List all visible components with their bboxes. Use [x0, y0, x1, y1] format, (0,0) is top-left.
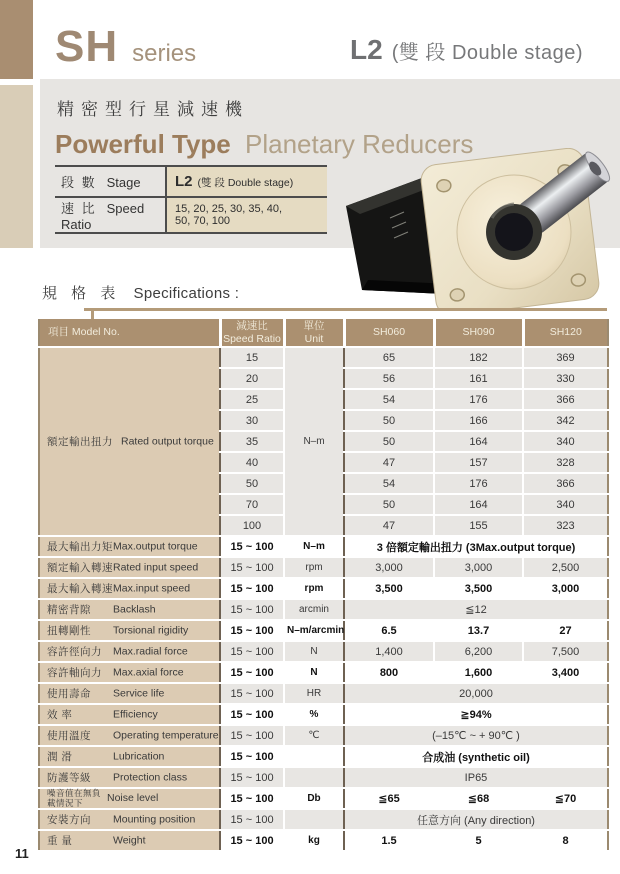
- spec-label-cn: 重 量: [47, 835, 73, 847]
- torque-value: 164: [434, 494, 523, 515]
- spec-ratio: 15 ~ 100: [220, 578, 284, 599]
- spec-row-label: [39, 641, 220, 662]
- spec-label-en: Lubrication: [113, 750, 165, 763]
- torque-ratio: 30: [220, 410, 284, 431]
- spec-label-en: Backlash: [113, 603, 156, 616]
- spec-value: 3,500: [434, 578, 523, 599]
- spec-unit: rpm: [284, 557, 344, 578]
- speed-ratio-label: [55, 198, 165, 232]
- torque-value: 161: [434, 368, 523, 389]
- spec-row-label: [39, 725, 220, 746]
- spec-value: ≦68: [434, 788, 523, 809]
- stage-value-code: L2: [175, 173, 193, 190]
- torque-value: 176: [434, 389, 523, 410]
- col-header-ratio-en: Speed Ratio: [223, 332, 281, 345]
- spec-row: [39, 662, 608, 683]
- spec-row: [39, 830, 608, 851]
- spec-row: [39, 599, 608, 620]
- spec-value-span: 任意方向 (Any direction): [344, 809, 608, 830]
- stage-ratio-table: [55, 165, 327, 234]
- heading-underline: [84, 308, 607, 311]
- spec-unit: %: [284, 704, 344, 725]
- spec-unit: [284, 809, 344, 830]
- spec-row: [39, 767, 608, 788]
- spec-value-span: ≧94%: [344, 704, 608, 725]
- torque-value: 182: [434, 347, 523, 368]
- stage-row: [55, 167, 327, 198]
- spec-ratio: 15 ~ 100: [220, 599, 284, 620]
- spec-value-span: 20,000: [344, 683, 608, 704]
- torque-value: 50: [344, 431, 434, 452]
- col-header-sh090: SH090: [434, 319, 523, 347]
- stage-title: [350, 34, 583, 66]
- corner-block-dark: [0, 0, 33, 79]
- torque-ratio: 40: [220, 452, 284, 473]
- spec-value: 1,600: [434, 662, 523, 683]
- spec-ratio: 15 ~ 100: [220, 725, 284, 746]
- torque-value: 54: [344, 389, 434, 410]
- spec-label-cn: 使用溫度: [47, 730, 91, 742]
- spec-label-en: Efficiency: [113, 708, 158, 721]
- spec-row-label: [39, 809, 220, 830]
- torque-value: 50: [344, 494, 434, 515]
- stage-code: L2: [350, 34, 383, 65]
- spec-unit: N–m: [284, 536, 344, 557]
- spec-label-en: Weight: [113, 834, 146, 847]
- spec-label-en: Protection class: [113, 771, 188, 784]
- torque-value: 56: [344, 368, 434, 389]
- spec-label-en: Torsional rigidity: [113, 624, 189, 637]
- spec-value: 7,500: [523, 641, 608, 662]
- spec-row-label: [39, 620, 220, 641]
- spec-label-en: Rated input speed: [113, 561, 199, 574]
- speed-ratio-line2: 50, 70, 100: [175, 215, 231, 227]
- spec-ratio: 15 ~ 100: [220, 620, 284, 641]
- spec-value: 2,500: [523, 557, 608, 578]
- spec-label-en: Noise level: [107, 792, 159, 805]
- spec-value-span: ≦12: [344, 599, 608, 620]
- spec-row: [39, 809, 608, 830]
- spec-value: 13.7: [434, 620, 523, 641]
- spec-label-cn: 扭轉剛性: [47, 625, 91, 637]
- spec-value: 1,400: [344, 641, 434, 662]
- product-photo: [338, 148, 620, 310]
- spec-ratio: 15 ~ 100: [220, 557, 284, 578]
- speed-ratio-value: [165, 198, 327, 232]
- spec-value: 6,200: [434, 641, 523, 662]
- speed-ratio-label-en: Speed Ratio: [61, 201, 145, 232]
- col-header-ratio-cn: 減速比: [236, 320, 268, 333]
- spec-label-cn: 潤 滑: [47, 751, 73, 763]
- torque-value: 342: [523, 410, 608, 431]
- torque-value: 54: [344, 473, 434, 494]
- torque-value: 340: [523, 431, 608, 452]
- spec-row-label: [39, 536, 220, 557]
- torque-ratio: 50: [220, 473, 284, 494]
- spec-label-cn: 額定輸入轉速: [47, 562, 113, 574]
- spec-row: [39, 620, 608, 641]
- spec-row: [39, 557, 608, 578]
- spec-ratio: 15 ~ 100: [220, 767, 284, 788]
- spec-ratio: 15 ~ 100: [220, 746, 284, 767]
- spec-ratio: 15 ~ 100: [220, 830, 284, 851]
- torque-value: 330: [523, 368, 608, 389]
- torque-ratio: 100: [220, 515, 284, 536]
- speed-ratio-label-cn: 速 比: [61, 201, 97, 216]
- stage-label-en: Stage: [106, 175, 141, 190]
- spec-value: 3,000: [344, 557, 434, 578]
- spec-label-en: Operating temperature: [113, 729, 219, 742]
- spec-row-label: [39, 746, 220, 767]
- spec-label-cn: 噪音值在無負載情況下: [47, 788, 102, 808]
- spec-unit: kg: [284, 830, 344, 851]
- torque-ratio: 15: [220, 347, 284, 368]
- spec-label-cn: 效 率: [47, 709, 73, 721]
- spec-label-en: Max.radial force: [113, 645, 188, 658]
- spec-value-span: IP65: [344, 767, 608, 788]
- torque-unit: N–m: [284, 347, 344, 536]
- spec-row-label: [39, 578, 220, 599]
- spec-ratio: 15 ~ 100: [220, 683, 284, 704]
- spec-row-label: [39, 662, 220, 683]
- spec-label-cn: 容許軸向力: [47, 667, 102, 679]
- spec-label-cn: 最大輸入轉速: [47, 583, 113, 595]
- chinese-product-title: 精密型行星減速機: [57, 100, 249, 119]
- spec-value: 27: [523, 620, 608, 641]
- torque-ratio: 35: [220, 431, 284, 452]
- spec-value-span: 3 倍額定輸出扭力 (3Max.output torque): [344, 536, 608, 557]
- spec-label-en: Mounting position: [113, 813, 196, 826]
- spec-unit: HR: [284, 683, 344, 704]
- torque-value: 50: [344, 410, 434, 431]
- spec-unit: N: [284, 662, 344, 683]
- spec-value: ≦70: [523, 788, 608, 809]
- spec-value: 6.5: [344, 620, 434, 641]
- spec-label-cn: 防護等級: [47, 772, 91, 784]
- series-title: [55, 22, 196, 72]
- spec-row: [39, 788, 608, 809]
- spec-row-label: [39, 704, 220, 725]
- torque-value: 47: [344, 515, 434, 536]
- speed-ratio-line1: 15, 20, 25, 30, 35, 40,: [175, 203, 283, 215]
- spec-ratio: 15 ~ 100: [220, 536, 284, 557]
- specifications-heading: [42, 282, 239, 303]
- spec-unit: arcmin: [284, 599, 344, 620]
- spec-value: 3,000: [523, 578, 608, 599]
- spec-row: [39, 683, 608, 704]
- spec-row: [39, 704, 608, 725]
- spec-row: [39, 536, 608, 557]
- torque-ratio: 25: [220, 389, 284, 410]
- torque-value: 47: [344, 452, 434, 473]
- spec-label-cn: 精密背隙: [47, 604, 91, 616]
- stage-value: [165, 167, 327, 196]
- spec-value: 8: [523, 830, 608, 851]
- spec-unit: [284, 746, 344, 767]
- torque-value: 328: [523, 452, 608, 473]
- spec-value: 3,400: [523, 662, 608, 683]
- speed-ratio-row: [55, 198, 327, 232]
- torque-row: [39, 347, 608, 368]
- spec-row-label: [39, 557, 220, 578]
- col-header-sh120: SH120: [523, 319, 608, 347]
- spec-unit: N–m/arcmin: [284, 620, 344, 641]
- stage-label: (雙 段 Double stage): [391, 42, 583, 64]
- torque-value: 366: [523, 389, 608, 410]
- spec-row-label: [39, 683, 220, 704]
- torque-value: 340: [523, 494, 608, 515]
- spec-unit: rpm: [284, 578, 344, 599]
- spec-label-en: Max.output torque: [113, 540, 198, 553]
- spec-unit: Db: [284, 788, 344, 809]
- col-header-unit-en: Unit: [304, 332, 324, 345]
- spec-ratio: 15 ~ 100: [220, 809, 284, 830]
- torque-value: 65: [344, 347, 434, 368]
- spec-ratio: 15 ~ 100: [220, 662, 284, 683]
- spec-row: [39, 725, 608, 746]
- torque-value: 176: [434, 473, 523, 494]
- spec-ratio: 15 ~ 100: [220, 788, 284, 809]
- col-header-unit-cn: 單位: [303, 320, 325, 333]
- spec-value: 800: [344, 662, 434, 683]
- spec-table-header-row: [39, 319, 608, 347]
- torque-value: 166: [434, 410, 523, 431]
- spec-row: [39, 641, 608, 662]
- spec-value: ≦65: [344, 788, 434, 809]
- specifications-heading-cn: 規 格 表: [42, 285, 121, 302]
- spec-value: 1.5: [344, 830, 434, 851]
- title-light-part: Planetary Reducers: [245, 129, 474, 159]
- spec-row-label: [39, 347, 220, 536]
- spec-label-cn: 最大輸出力矩: [47, 541, 113, 553]
- col-header-model: 項目 Model No.: [39, 319, 220, 347]
- torque-value: 366: [523, 473, 608, 494]
- series-suffix: series: [132, 40, 197, 67]
- spec-label-cn: 額定輸出扭力: [47, 436, 113, 448]
- torque-value: 157: [434, 452, 523, 473]
- spec-label-cn: 安裝方向: [47, 814, 91, 826]
- torque-ratio: 20: [220, 368, 284, 389]
- spec-row-label: [39, 830, 220, 851]
- stage-row-label: [55, 172, 165, 191]
- spec-ratio: 15 ~ 100: [220, 641, 284, 662]
- spec-row-label: [39, 599, 220, 620]
- spec-row-label: [39, 788, 220, 809]
- stage-value-note: (雙 段 Double stage): [197, 177, 294, 189]
- spec-label-en: Service life: [113, 687, 165, 700]
- torque-value: 164: [434, 431, 523, 452]
- spec-value-span: 合成油 (synthetic oil): [344, 746, 608, 767]
- spec-value: 3,000: [434, 557, 523, 578]
- spec-label-en: Rated output torque: [121, 435, 214, 448]
- specifications-table: [38, 319, 609, 852]
- spec-label-cn: 使用壽命: [47, 688, 91, 700]
- spec-value: 3,500: [344, 578, 434, 599]
- corner-block-light: [0, 85, 33, 248]
- spec-unit: ℃: [284, 725, 344, 746]
- title-bold-part: Powerful Type: [55, 129, 231, 159]
- page-number: 11: [15, 846, 29, 861]
- stage-label-cn: 段 數: [61, 175, 97, 190]
- torque-value: 323: [523, 515, 608, 536]
- spec-value-span: (–15℃ ~ + 90℃ ): [344, 725, 608, 746]
- torque-ratio: 70: [220, 494, 284, 515]
- series-name: SH: [55, 22, 119, 71]
- spec-row: [39, 746, 608, 767]
- spec-value: 5: [434, 830, 523, 851]
- torque-value: 155: [434, 515, 523, 536]
- spec-unit: [284, 767, 344, 788]
- spec-row-label: [39, 767, 220, 788]
- torque-value: 369: [523, 347, 608, 368]
- spec-unit: N: [284, 641, 344, 662]
- specifications-heading-en: Specifications :: [133, 285, 240, 302]
- col-header-speed-ratio: [220, 319, 284, 347]
- col-header-unit: [284, 319, 344, 347]
- spec-label-cn: 容許徑向力: [47, 646, 102, 658]
- col-header-sh060: SH060: [344, 319, 434, 347]
- spec-label-en: Max.axial force: [113, 666, 184, 679]
- spec-row: [39, 578, 608, 599]
- spec-label-en: Max.input speed: [113, 582, 191, 595]
- spec-ratio: 15 ~ 100: [220, 704, 284, 725]
